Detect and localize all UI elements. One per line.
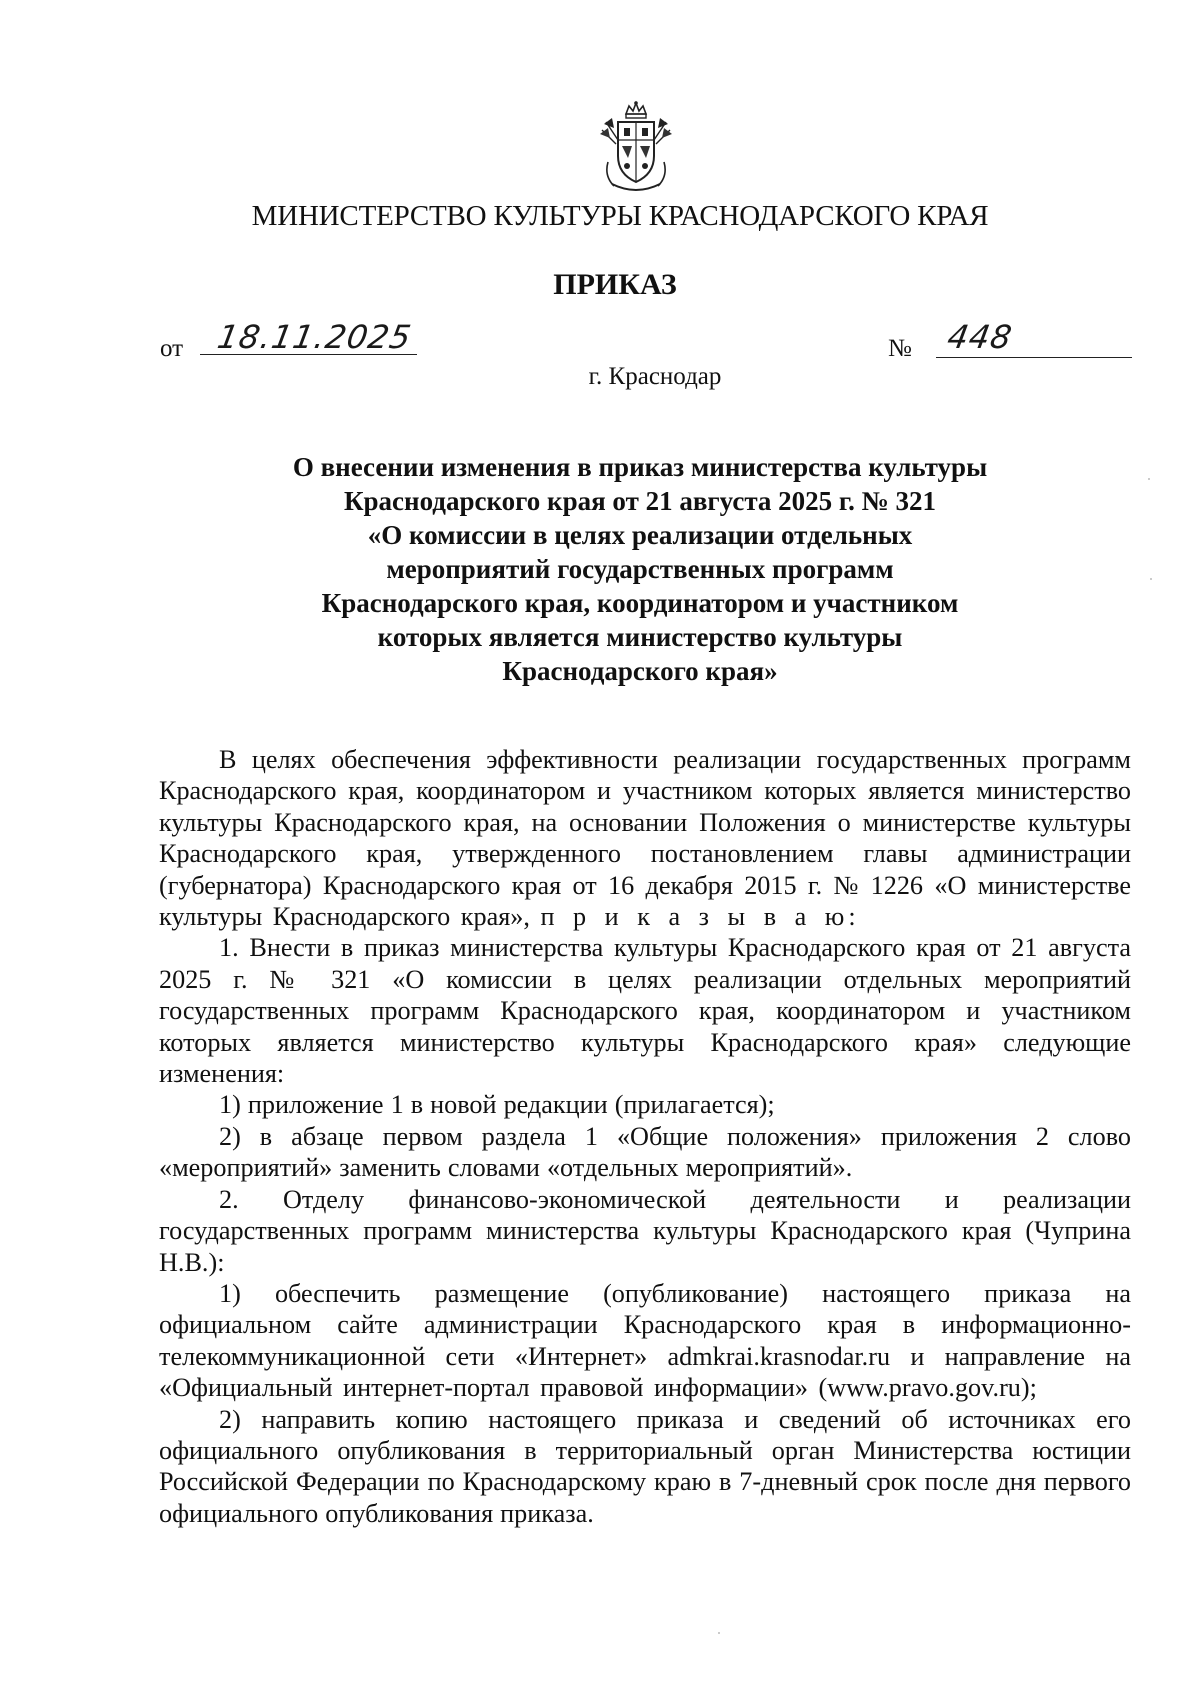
order-title-line: Краснодарского края от 21 августа 2025 г. № 321 — [343, 486, 937, 516]
order-title-line: Краснодарского края, координатором и участником — [321, 588, 959, 618]
handwritten-number: 448 — [944, 318, 1016, 356]
clause-2-1-paragraph: 1) обеспечить размещение (опубликование) настоящего приказа на официальном сайте администрации Краснодарского края в информационно-телекоммуникационной сети «Интернет» admkrai.krasnodar.ru и направление на «Официальный интернет-портал правовой информации» (www.pravo.gov.ru); — [159, 1278, 1131, 1403]
coat-of-arms-icon — [598, 100, 674, 198]
clause-1-2-paragraph: 2) в абзаце первом раздела 1 «Общие положения» приложения 2 слово «мероприятий» заменить словами «отдельных мероприятий». — [159, 1121, 1131, 1183]
handwritten-date: 18.11.2025 — [214, 318, 415, 356]
date-label: от — [160, 335, 184, 362]
order-title-line: которых является министерство культуры — [377, 622, 903, 652]
order-title-line: «О комиссии в целях реализации отдельных — [367, 520, 913, 550]
city: г. Краснодар — [588, 363, 722, 390]
document-type-title: ПРИКАЗ — [553, 268, 677, 301]
order-body — [159, 744, 1131, 1529]
clause-2-paragraph: 2. Отделу финансово-экономической деятельности и реализации государственных программ министерства культуры Краснодарского края (Чуприна Н.В.): — [159, 1184, 1131, 1277]
preamble-text: В целях обеспечения эффективности реализации государственных программ Краснодарского края, координатором и участником которых является министерство культуры Краснодарского края, на основании Положения о министерстве культуры Краснодарского края, утвержденного постановлением главы администрации (губернатора) Краснодарского края от 16 декабря 2015 г. № 1226 «О министерстве культуры Краснодарского края», — [159, 745, 1131, 932]
number-underline — [936, 357, 1132, 358]
clause-1-paragraph: 1. Внести в приказ министерства культуры Краснодарского края от 21 августа 2025 г. № 321 «О комиссии в целях реализации отдельных мероприятий государственных программ Краснодарского края, координатором и участником которых является министерство культуры Краснодарского края» следующие изменения: — [159, 933, 1131, 1089]
number-label: № — [888, 335, 912, 362]
order-title — [160, 450, 1120, 688]
order-word: п р и к а з ы в а ю: — [540, 902, 860, 932]
order-title-line: Краснодарского края» — [502, 656, 778, 686]
ministry-name: МИНИСТЕРСТВО КУЛЬТУРЫ КРАСНОДАРСКОГО КРАЯ — [251, 200, 989, 232]
scan-artifact — [718, 1632, 720, 1634]
order-title-line: О внесении изменения в приказ министерства культуры — [292, 452, 988, 482]
preamble-paragraph — [159, 744, 1131, 932]
scan-artifact — [1148, 478, 1150, 480]
clause-1-1-paragraph: 1) приложение 1 в новой редакции (прилагается); — [219, 1090, 775, 1120]
clause-2-2-paragraph: 2) направить копию настоящего приказа и сведений об источниках его официального опубликования в территориальный орган Министерства юстиции Российской Федерации по Краснодарскому краю в 7-дневный срок после дня первого официального опубликования приказа. — [159, 1404, 1131, 1528]
scan-artifact — [1150, 578, 1152, 580]
order-title-line: мероприятий государственных программ — [386, 554, 894, 584]
